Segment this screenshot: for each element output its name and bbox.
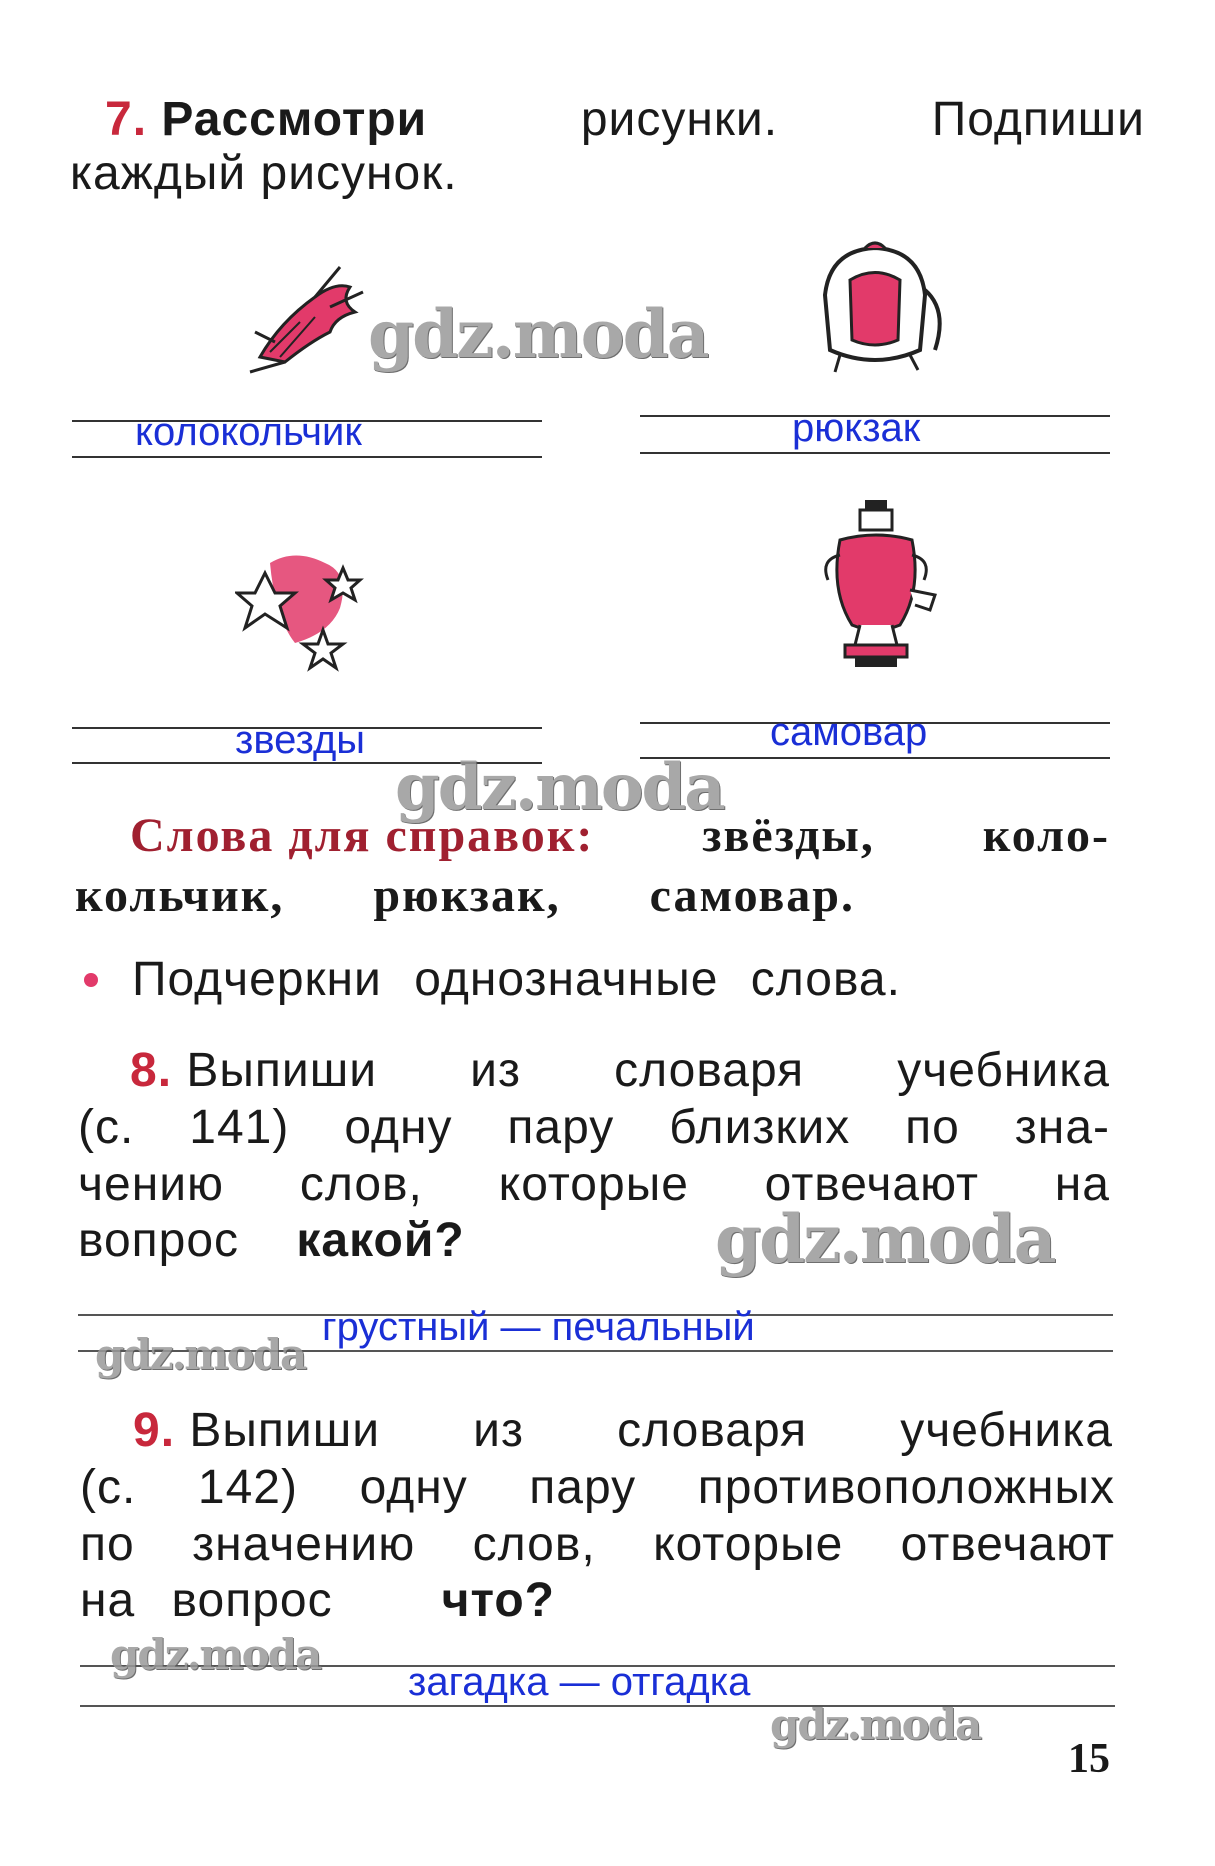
task9-word: слов, [472,1518,596,1571]
task9-line1 [133,1403,1113,1458]
watermark: gdz.moda [715,1200,1055,1278]
backpack-icon [800,240,950,375]
task8-word: из [470,1044,521,1097]
task8-word: по [905,1101,960,1154]
task9-word: противоположных [697,1461,1115,1514]
task8-word: близких [669,1101,851,1154]
task9-word: по [80,1518,135,1571]
bullet-text: Подчеркни однозначные слова. [132,953,901,1006]
task7-word-3: Подпиши [931,93,1145,146]
task9-word: учебника [900,1404,1113,1457]
task9-word: которые [653,1518,844,1571]
task9-word: отвечают [900,1518,1115,1571]
task9-answer: загадка — отгадка [408,1660,751,1704]
task8-word: чению [78,1158,225,1211]
task8-word: которые [498,1158,689,1211]
answer-samovar: самовар [770,710,928,754]
watermark: gdz.moda [110,1630,321,1679]
task9-line3 [80,1517,1115,1572]
task9-word: из [473,1404,524,1457]
hint-word-4: рюкзак, [373,869,561,922]
watermark: gdz.moda [95,1330,306,1379]
task8-word: зна- [1014,1101,1110,1154]
hint-word-5: самовар. [649,869,855,922]
samovar-icon [810,495,945,680]
watermark: gdz.moda [770,1700,981,1749]
watermark: gdz.moda [395,750,724,825]
task8-word: словаря [614,1044,805,1097]
task8-number: 8. [130,1044,173,1097]
answer-stars: звезды [235,718,366,762]
task9-question-word: что? [441,1574,555,1627]
task9-word: одну [359,1461,468,1514]
task9-word: Выпиши [189,1404,381,1457]
hint-word-2: коло- [982,809,1110,862]
task8-word: вопрос [78,1214,240,1267]
task8-word: слов, [299,1158,423,1211]
task9-word: словаря [617,1404,808,1457]
task9-line2 [80,1460,1115,1515]
task9-number: 9. [133,1404,176,1457]
hint-word-3: кольчик, [75,869,285,922]
task8-word: (с. [78,1101,135,1154]
answer-backpack: рюкзак [792,406,921,450]
task8-word: 141) [189,1101,290,1154]
task7-line2: каждый рисунок. [70,147,458,200]
bullet-dot [84,973,98,987]
task9-word: значению [192,1518,416,1571]
task8-word: Выпиши [186,1044,378,1097]
task8-word: на [1054,1158,1110,1211]
task8-line1 [130,1043,1110,1098]
task8-word: отвечают [764,1158,979,1211]
task9-word: (с. [80,1461,137,1514]
task9-word: пару [529,1461,637,1514]
task8-answer: грустный — печальный [322,1305,755,1349]
task8-line4 [78,1213,465,1268]
hint-word-1: звёзды, [702,809,875,862]
watermark: gdz.moda [368,295,708,373]
task8-line2 [78,1100,1110,1155]
bell-flower-icon [245,262,370,382]
task8-question-word: какой? [296,1214,465,1267]
answer-line-bottom [72,456,542,458]
task7-line1 [105,92,1145,147]
task7-word-2: рисунки. [580,93,779,146]
task9-word: на вопрос [80,1574,333,1627]
hint-label: Слова для справок: [130,809,595,862]
page-number: 15 [1068,1736,1110,1782]
task8-word: учебника [897,1044,1110,1097]
answer-line-bottom [640,452,1110,454]
answer-bell: колокольчик [135,410,362,454]
task7-word-1: Рассмотри [161,93,428,146]
task8-word: пару [507,1101,615,1154]
hint-line2 [75,868,855,923]
task9-word: 142) [197,1461,298,1514]
task8-word: одну [344,1101,453,1154]
task9-line4 [80,1573,555,1628]
stars-icon [235,548,380,683]
task7-number: 7. [105,93,148,146]
